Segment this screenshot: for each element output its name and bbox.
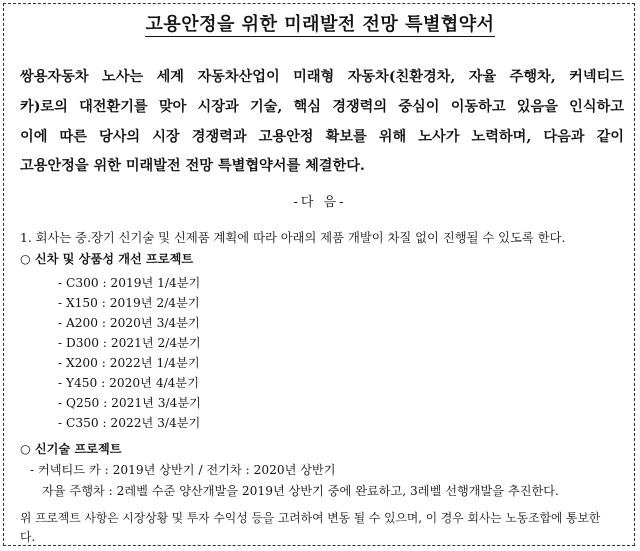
intro-line-3: 이에 따른 당사의 시장 경쟁력과 고용안정 확보를 위해 노사가 노력하며, 다음과 같이 bbox=[20, 129, 624, 145]
newcar-item: - X200 : 2022년 1/4분기 bbox=[58, 356, 200, 370]
tech-project-heading: ○ 신기술 프로젝트 bbox=[20, 442, 122, 456]
document-title: 고용안정을 위한 미래발전 전망 특별협약서 bbox=[145, 14, 495, 35]
newcar-item: - X150 : 2019년 2/4분기 bbox=[58, 296, 200, 310]
clause-1: 1. 회사는 중.장기 신기술 및 신제품 계획에 따라 아래의 제품 개발이 차질 없이 진행될 수 있도록 한다. bbox=[20, 231, 566, 245]
tech-connected-ev-line: - 커넥티드 카 : 2019년 상반기 / 전기차 : 2020년 상반기 bbox=[30, 463, 336, 477]
newcar-item: - C300 : 2019년 1/4분기 bbox=[58, 276, 201, 290]
newcar-item: - A200 : 2020년 3/4분기 bbox=[58, 316, 200, 330]
footer-note-line-1: 위 프로젝트 사항은 시장상황 및 투자 수익성 등을 고려하여 변동 될 수 있으며, 이 경우 회사는 노동조합에 통보한 bbox=[20, 511, 601, 525]
intro-line-1: 쌍용자동차 노사는 세계 자동차산업이 미래형 자동차(친환경차, 자율 주행차, 커넥티드 bbox=[20, 69, 624, 85]
newcar-project-heading: ○ 신차 및 상품성 개선 프로젝트 bbox=[20, 252, 194, 266]
newcar-item: - D300 : 2021년 2/4분기 bbox=[58, 336, 201, 350]
newcar-item: - Y450 : 2020년 4/4분기 bbox=[58, 376, 199, 390]
tech-autonomous-line: 자율 주행차 : 2레벨 수준 양산개발을 2019년 상반기 중에 완료하고, 3레벨 선행개발을 추진한다. bbox=[42, 484, 559, 498]
dada-heading: -다 음- bbox=[293, 195, 347, 210]
intro-line-2: 카)로의 대전환기를 맞아 시장과 기술, 핵심 경쟁력의 중심이 이동하고 있음을 인식하고 bbox=[20, 99, 624, 115]
newcar-item: - Q250 : 2021년 3/4분기 bbox=[58, 396, 201, 410]
footer-note-line-2: 다. bbox=[20, 530, 36, 544]
intro-line-4: 고용안정을 위한 미래발전 전망 특별협약서를 체결한다. bbox=[20, 158, 365, 174]
newcar-item: - C350 : 2022년 3/4분기 bbox=[58, 416, 201, 430]
